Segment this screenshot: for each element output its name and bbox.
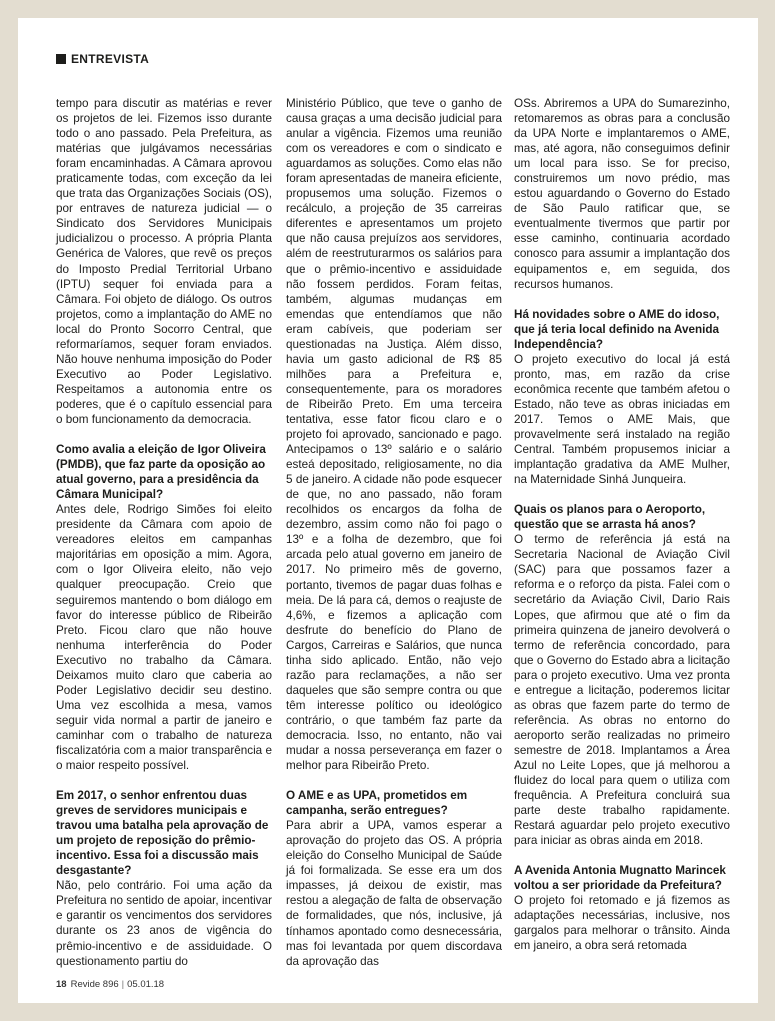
interview-question: O AME e as UPA, prometidos em campanha, serão entregues? bbox=[286, 789, 468, 818]
body-paragraph: OSs. Abriremos a UPA do Sumarezinho, retomaremos as obras para a conclusão da UPA Norte e implantaremos o AME, mas, até agora, não conseguimos definir um local para isso. Se for preciso, construiremos um novo prédio, mas estou aguardando o Governo do Estado de São Paulo ratificar que, se eventualmente tivermos que partir por esse caminho, continuaria acordado conosco para assumir a implantação dos equipamentos e, em seguida, dos recursos humanos. bbox=[514, 97, 730, 291]
article-column-1 bbox=[56, 96, 272, 969]
footer-separator: | bbox=[121, 979, 125, 990]
body-paragraph: Ministério Público, que teve o ganho de causa graças a uma decisão judicial para anular a vigência. Fizemos uma reunião com os vereadores e com o sindicato e aguardamos as soluções. Como elas não foram apresentadas de maneira eficiente, propusemos uma solução. Fizemos o recálculo, a projeção de 35 carreiras diferentes e apresentamos um projeto que não causa prejuízos aos servidores, além de reestruturarmos os salários para que o prêmio-incentivo e assiduidade não fossem perdidos. Foram feitas, também, algumas mudanças em emendas que entendíamos que não eram cabíveis, que poderiam ser questionadas na Justiça. Além disso, havia um gasto adicional de R$ 85 milhões para a Prefeitura e, consequentemente, para os moradores de Ribeirão Preto. Em uma terceira tentativa, esse fator ficou claro e o projeto foi aprovado, sancionado e pago. Antecipamos o 13º salário e o salário esteá depositado, religiosamente, no dia 5 de janeiro. A cidade não pode esquecer de que, no ano passado, não foram recolhidos os encargos da folha de dezembro, assim como não foi pago o 13º e a folha de dezembro, que foi arcada pelo atual governo em janeiro de 2017. No primeiro mês de governo, portanto, tivemos de pagar duas folhas e meia. De lá para cá, demos o reajuste de 4,6%, e fizemos a aplicação com desfrute do benefício do Plano de Cargos, Carreiras e Salários, que nunca tinha sido aplicado. Então, não vejo razão para reclamações, a não ser daqueles que são sempre contra ou que têm interesse político ou ideológico contrário, o que também faz parte da democracia. Isso, no entanto, não vai mudar a nossa perseverança em fazer o melhor para Ribeirão Preto. bbox=[286, 97, 502, 773]
magazine-page bbox=[18, 18, 758, 1003]
section-header bbox=[56, 52, 149, 66]
interview-question: A Avenida Antonia Mugnatto Marincek voltou a ser prioridade da Prefeitura? bbox=[514, 864, 726, 893]
page-number: 18 bbox=[56, 979, 67, 990]
body-paragraph: Não, pelo contrário. Foi uma ação da Prefeitura no sentido de apoiar, incentivar e garantir os vencimentos dos servidores durante os 23 anos de vigência do prêmio-incentivo e de assiduidade. O questionamento partiu do bbox=[56, 879, 272, 968]
magazine-issue: Revide 896 bbox=[70, 979, 119, 990]
interview-question: Em 2017, o senhor enfrentou duas greves de servidores municipais e travou uma batalha pela aprovação de um projeto de reposição do prêmio-incentivo. Essa foi a discussão mais desgastante? bbox=[56, 789, 269, 878]
page-footer bbox=[56, 979, 164, 990]
body-paragraph: tempo para discutir as matérias e rever os projetos de lei. Fizemos isso durante todo o ano passado. Pela Prefeitura, as matérias que julgávamos necessárias foram encaminhadas. A Câmara aprovou praticamente todas, com exceção da lei que trata das Organizações Sociais (OS), por entraves de natureza judicial — o Sindicato dos Servidores Municipais judicializou o processo. A própria Planta Genérica de Valores, que revê os preços do Imposto Predial Territorial Urbano (IPTU) sequer foi enviada para a Câmara. Foi objeto de diálogo. Os outros projetos, como a implantação do AME no local do Pronto Socorro Central, que reformaríamos, sequer foram enviados. Não houve nenhuma imposição do Poder Executivo ao Poder Legislativo. Respeitamos a autonomia entre os poderes, que é o capítulo essencial para o bom funcionamento da democracia. bbox=[56, 97, 272, 426]
issue-date: 05.01.18 bbox=[127, 979, 165, 990]
interview-question: Como avalia a eleição de Igor Oliveira (PMDB), que faz parte da oposição ao atual governo, para a presidência da Câmara Municipal? bbox=[56, 443, 266, 502]
body-paragraph: O termo de referência já está na Secretaria Nacional de Aviação Civil (SAC) para que possamos fazer a reforma e o reforço da pista. Falei com o secretário da Aviação Civil, Dario Rais Lopes, que afirmou que até o fim da primeira quinzena de janeiro devolverá o termo de referência concordado, para que o Governo do Estado abra a licitação para o projeto executivo. Uma vez pronta e entregue a licitação, poderemos licitar as obras que fazem parte do termo de referência. As obras no entorno do aeroporto serão realizadas no primeiro semestre de 2018. Implantamos a Área Azul no Leite Lopes, que já melhorou a fluidez do local para quem o utiliza com frequência. A Prefeitura concluirá sua parte deste trabalho rapidamente. Restará aguardar pelo projeto executivo para iniciar as obras ainda em 2018. bbox=[514, 533, 730, 848]
interview-question: Há novidades sobre o AME do idoso, que já teria local definido na Avenida Independência? bbox=[514, 307, 720, 351]
body-paragraph: Antes dele, Rodrigo Simões foi eleito presidente da Câmara com apoio de vereadores eleitos em campanhas majoritárias em oposição a mim. Agora, com o Igor Oliveira eleito, não vejo qualquer preocupação. Creio que seguiremos mantendo o bom diálogo em favor do interesse público de Ribeirão Preto. Ficou claro que não houve nenhuma interferência do Poder Executivo no trabalho da Câmara. Deixamos muito claro que caberia ao Poder Legislativo decidir seu destino. Uma vez escolhida a mesa, vamos seguir vida normal a partir de janeiro e caminhar com o trabalho de natureza fiscalizatória com a maior transparência e o maior respeito possível. bbox=[56, 503, 272, 773]
body-paragraph: Para abrir a UPA, vamos esperar a aprovação do projeto das OS. A própria eleição do Conselho Municipal de Saúde já foi formalizada. Se esse era um dos impasses, já deixou de existir, mas restou a alegação de falta de observação de formalidades, que nós, inclusive, já tínhamos apontado como desnecessária, mas foi levantada por quem discordava da aprovação das bbox=[286, 819, 502, 968]
article-column-2 bbox=[286, 96, 502, 969]
body-paragraph: O projeto executivo do local já está pronto, mas, em razão da crise econômica recente que também afetou o Estado, não teve as obras iniciadas em 2017. Temos o AME Mais, que provavelmente será instalado na região Central. Também propusemos iniciar a implantação gradativa da AME Mulher, na Maternidade Sinhá Junqueira. bbox=[514, 352, 730, 487]
section-square-icon bbox=[56, 54, 66, 64]
article-column-3 bbox=[514, 96, 730, 954]
section-title: ENTREVISTA bbox=[71, 52, 150, 66]
body-paragraph: O projeto foi retomado e já fizemos as adaptações necessárias, inclusive, nos gargalos para melhorar o trânsito. Ainda em janeiro, a obra será retomada bbox=[514, 894, 730, 953]
interview-question: Quais os planos para o Aeroporto, questão que se arrasta há anos? bbox=[514, 503, 706, 532]
